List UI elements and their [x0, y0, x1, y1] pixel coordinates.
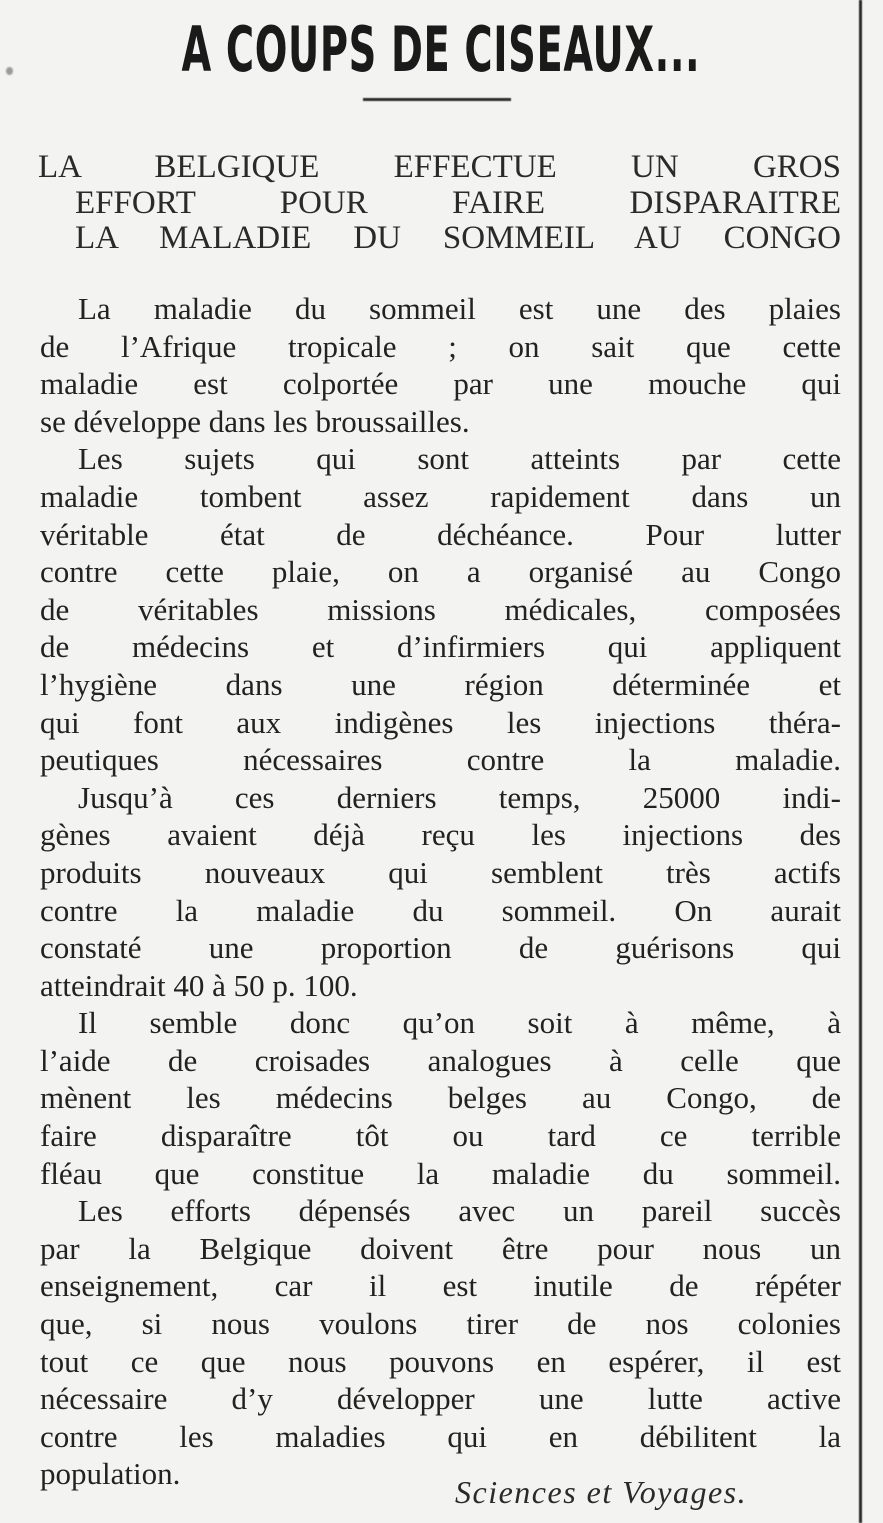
- text-line: Jusqu’à ces derniers temps, 25000 indi-: [78, 779, 841, 815]
- text-line: population.: [40, 1456, 181, 1492]
- text-line: contre les maladies qui en débilitent la: [40, 1418, 841, 1454]
- text-line: enseignement, car il est inutile de répéter: [40, 1268, 841, 1304]
- text-line: Il semble donc qu’on soit à même, à: [78, 1005, 841, 1041]
- text-line: par la Belgique doivent être pour nous un: [40, 1230, 841, 1266]
- text-line: constaté une proportion de guérisons qui: [40, 930, 841, 966]
- text-line: maladie tombent assez rapidement dans un: [40, 478, 841, 514]
- text-line: l’hygiène dans une région déterminée et: [40, 666, 841, 702]
- text-line: atteindrait 40 à 50 p. 100.: [40, 967, 358, 1003]
- text-line: mènent les médecins belges au Congo, de: [40, 1080, 841, 1116]
- text-line: l’aide de croisades analogues à celle que: [40, 1042, 841, 1078]
- text-line: de véritables missions médicales, composées: [40, 591, 841, 627]
- text-line: produits nouveaux qui semblent très actifs: [40, 854, 841, 890]
- column-divider-rule: [859, 0, 862, 1523]
- source-attribution: Sciences et Voyages.: [455, 1474, 748, 1510]
- text-line: véritable état de déchéance. Pour lutter: [40, 516, 841, 552]
- paragraph-2: [40, 440, 841, 778]
- paragraph-3: [40, 779, 841, 1005]
- text-line: contre la maladie du sommeil. On aurait: [40, 892, 841, 928]
- text-line: faire disparaître tôt ou tard ce terrible: [40, 1118, 841, 1154]
- text-line: de médecins et d’infirmiers qui appliquent: [40, 629, 841, 665]
- text-line: Les sujets qui sont atteints par cette: [78, 441, 841, 477]
- paragraph-5: [40, 1192, 841, 1493]
- paragraph-4: [40, 1004, 841, 1192]
- text-line: que, si nous voulons tirer de nos colonies: [40, 1306, 841, 1342]
- text-line: Les efforts dépensés avec un pareil succès: [78, 1193, 841, 1229]
- headline-line: LA MALADIE DU SOMMEIL AU CONGO: [75, 220, 841, 256]
- text-line: maladie est colportée par une mouche qui: [40, 366, 841, 402]
- text-line: qui font aux indigènes les injections théra-: [40, 704, 841, 740]
- text-line: contre cette plaie, on a organisé au Congo: [40, 554, 841, 590]
- paragraph-1: [40, 290, 841, 440]
- headline-line: EFFORT POUR FAIRE DISPARAITRE: [75, 184, 841, 221]
- column-title: A COUPS DE CISEAUX...: [181, 13, 701, 86]
- text-line: peutiques nécessaires contre la maladie.: [40, 742, 841, 778]
- article-body: [40, 290, 841, 1493]
- headline-line: LA BELGIQUE EFFECTUE UN GROS: [38, 149, 841, 185]
- text-line: La maladie du sommeil est une des plaies: [78, 291, 841, 326]
- text-line: nécessaire d’y développer une lutte active: [40, 1381, 841, 1417]
- text-line: gènes avaient déjà reçu les injections des: [40, 817, 841, 853]
- text-line: se développe dans les broussailles.: [40, 403, 470, 439]
- text-line: tout ce que nous pouvons en espérer, il est: [40, 1343, 841, 1379]
- text-line: de l’Afrique tropicale ; on sait que cette: [40, 328, 841, 364]
- article-headline: [38, 150, 841, 257]
- title-underline-rule: [363, 98, 511, 101]
- print-speck: [6, 67, 13, 75]
- text-line: fléau que constitue la maladie du sommeil.: [40, 1155, 841, 1191]
